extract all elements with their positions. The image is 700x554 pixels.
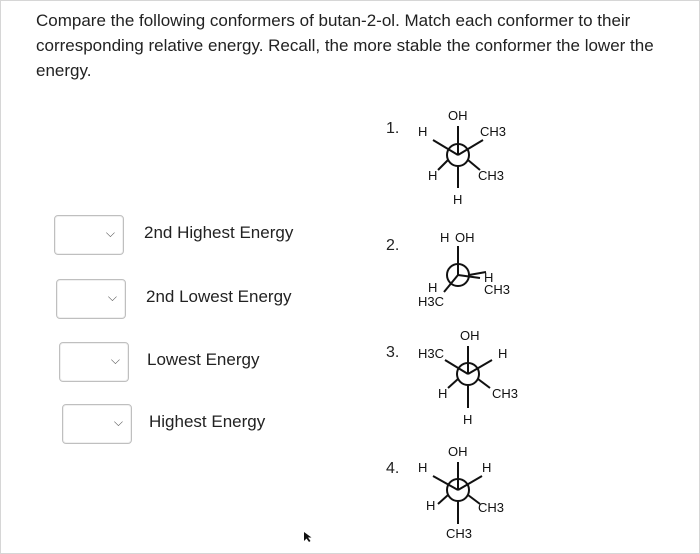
conformer-number: 1.: [386, 120, 400, 137]
chevron-down-icon: ⌵: [107, 290, 117, 304]
group-label: H3C: [418, 294, 445, 309]
conformer-number: 3.: [386, 344, 400, 361]
match-label: 2nd Lowest Energy: [146, 287, 292, 306]
chevron-down-icon: ⌵: [105, 226, 115, 240]
energy-dropdown-4[interactable]: [62, 404, 132, 444]
chevron-down-icon: ⌵: [113, 415, 123, 429]
group-label: H: [453, 192, 463, 207]
group-label: OH: [448, 444, 468, 459]
energy-dropdown-3[interactable]: [59, 342, 129, 382]
group-label: OH: [448, 108, 468, 123]
match-label: Highest Energy: [149, 412, 266, 431]
group-label: H: [426, 498, 436, 513]
group-label: H: [428, 168, 438, 183]
group-label: H: [418, 124, 428, 139]
newman-projection-2: [400, 220, 540, 320]
group-label: H3C: [418, 346, 445, 361]
group-label: H: [440, 230, 450, 245]
group-label: H: [484, 270, 494, 285]
group-label: CH3: [484, 282, 511, 297]
conformer-number: 4.: [386, 460, 400, 477]
group-label: CH3: [478, 168, 505, 183]
group-label: OH: [460, 328, 480, 343]
energy-dropdown-2[interactable]: [56, 279, 126, 319]
group-label: CH3: [446, 526, 473, 541]
newman-projection-3: [400, 322, 540, 432]
group-label: H: [418, 460, 428, 475]
group-label: CH3: [480, 124, 507, 139]
chevron-down-icon: ⌵: [110, 353, 120, 367]
energy-dropdown-1[interactable]: [54, 215, 124, 255]
group-label: OH: [455, 230, 475, 245]
match-label: 2nd Highest Energy: [144, 223, 294, 242]
group-label: H: [428, 280, 438, 295]
group-label: CH3: [478, 500, 505, 515]
group-label: H: [463, 412, 473, 427]
match-label: Lowest Energy: [147, 350, 260, 369]
question-text: Compare the following conformers of butan-2-ol. Match each conformer to their corresponding relative energy. Recall, the more stable the conformer the lower the energy.: [36, 11, 654, 80]
group-label: H: [498, 346, 508, 361]
group-label: H: [438, 386, 448, 401]
mouse-cursor-icon: [303, 531, 313, 543]
newman-projection-1: [400, 100, 540, 210]
group-label: CH3: [492, 386, 519, 401]
newman-projection-4: [400, 440, 540, 550]
conformer-number: 2.: [386, 237, 400, 254]
group-label: H: [482, 460, 492, 475]
